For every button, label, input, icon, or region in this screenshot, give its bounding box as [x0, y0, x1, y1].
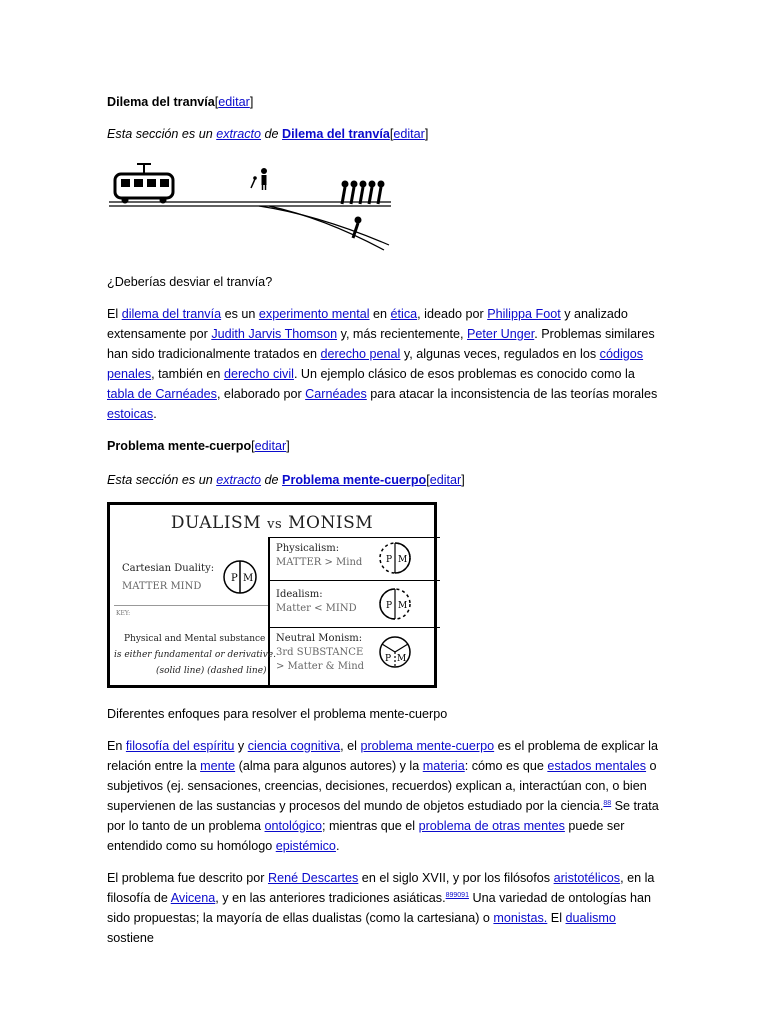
bracket-close: ] — [424, 127, 429, 141]
paragraph-text: y analizado extensamente por — [107, 307, 628, 341]
section-heading-mind-body — [107, 436, 662, 456]
bracket-open: [ — [251, 439, 255, 453]
excerpt-target-link[interactable]: Dilema del tranvía — [282, 127, 390, 141]
cartesian-pm-icon — [222, 559, 258, 595]
excerpt-mid: de — [261, 127, 283, 141]
key-line-1: Physical and Mental substance — [124, 634, 266, 644]
inline-link[interactable]: estoicas — [107, 407, 154, 421]
paragraph-text: : cómo es que — [464, 759, 548, 773]
inline-link[interactable]: derecho penal — [320, 347, 401, 361]
monism-title: MONISM — [288, 513, 374, 533]
paragraph-trolley — [107, 304, 662, 424]
svg-text:P: P — [385, 654, 392, 664]
key-line-2: is either fundamental or derivative. — [114, 650, 276, 660]
paragraph-text: (alma para algunos autores) y la — [235, 759, 423, 773]
cartesian-sub: MATTER MIND — [122, 581, 202, 592]
svg-text:M: M — [397, 654, 407, 664]
bracket-close: ] — [249, 95, 254, 109]
physicalism-pm-icon — [378, 541, 412, 575]
bracket-open: [ — [214, 95, 219, 109]
paragraph-text: en — [369, 307, 391, 321]
inline-link[interactable]: códigos penales — [107, 347, 644, 381]
paragraph-text: . Un ejemplo clásico de esos problemas es conocido como la — [293, 367, 635, 381]
figure-caption: Diferentes enfoques para resolver el problema mente-cuerpo — [107, 707, 448, 721]
edit-link[interactable]: editar — [218, 95, 250, 109]
paragraph-text: , y en las anteriores tradiciones asiáticas. — [215, 891, 446, 905]
svg-text:M: M — [398, 601, 408, 611]
inline-link[interactable]: epistémico — [275, 839, 336, 853]
edit-link[interactable]: editar — [429, 473, 462, 487]
inline-link[interactable]: problema mente-cuerpo — [360, 739, 495, 753]
paragraph-text: es el problema de explicar la relación entre la — [107, 739, 658, 773]
excerpt-target-link[interactable]: Problema mente-cuerpo — [282, 473, 427, 487]
svg-text:P: P — [231, 573, 238, 584]
inline-link[interactable]: mente — [200, 759, 236, 773]
inline-link[interactable]: filosofía del espíritu — [125, 739, 235, 753]
physicalism-sub: MATTER > Mind — [276, 557, 363, 568]
paragraph-text: puede ser entendido como su homólogo — [107, 819, 625, 853]
paragraph-text: o subjetivos (ej. sensaciones, creencias, decisiones, recuerdos) explican a, interactúan con, o bien supervienen de las sustancias y procesos del mundo de objetos estudiado por la ciencia. — [107, 759, 657, 813]
svg-text:P: P — [386, 601, 393, 611]
bracket-close: ] — [286, 439, 290, 453]
bracket-open: [ — [389, 127, 394, 141]
paragraph-text: En — [107, 739, 126, 753]
inline-link[interactable]: René Descartes — [268, 871, 359, 885]
inline-link[interactable]: materia — [422, 759, 465, 773]
cartesian-label: Cartesian Duality: — [122, 563, 215, 574]
key-label: KEY: — [116, 610, 131, 617]
idealism-pm-icon — [378, 587, 412, 621]
edit-link[interactable]: editar — [254, 439, 287, 453]
dualism-monism-diagram — [107, 502, 437, 688]
single-person-icon — [353, 217, 361, 238]
inline-link[interactable]: problema de otras mentes — [418, 819, 565, 833]
inline-link[interactable]: Carnéades — [305, 387, 367, 401]
inline-link[interactable]: ontológico — [264, 819, 322, 833]
paragraph-text: y, algunas veces, regulados en los — [400, 347, 600, 361]
citation-link[interactable]: 88 — [603, 799, 612, 807]
citation-link[interactable]: 899091 — [445, 891, 469, 899]
excerpt-link[interactable]: extracto — [216, 127, 262, 141]
paragraph-text: . — [335, 839, 340, 853]
neutral-monism-sub-1: 3rd SUBSTANCE — [276, 647, 364, 658]
inline-link[interactable]: estados mentales — [547, 759, 647, 773]
paragraph-mind-body — [107, 736, 662, 856]
paragraph-text: ; mientras que el — [321, 819, 419, 833]
vs-label: vs — [267, 517, 283, 532]
paragraph-text: , elaborado por — [216, 387, 306, 401]
section-heading-trolley — [107, 92, 662, 112]
idealism-label: Idealism: — [276, 589, 323, 600]
edit-link[interactable]: editar — [393, 127, 425, 141]
paragraph-text: y, más recientemente, — [337, 327, 468, 341]
inline-link[interactable]: Philippa Foot — [487, 307, 561, 321]
paragraph-text: y — [234, 739, 248, 753]
figure-caption: ¿Deberías desviar el tranvía? — [107, 275, 273, 289]
excerpt-note — [107, 124, 662, 144]
paragraph-history — [107, 868, 662, 948]
paragraph-text: sostiene — [107, 931, 154, 945]
paragraph-text: , el — [340, 739, 361, 753]
excerpt-note — [107, 470, 662, 490]
inline-link[interactable]: monistas. — [493, 911, 548, 925]
neutral-monism-sub-2: > Matter & Mind — [276, 661, 365, 672]
diagram-title — [110, 513, 434, 533]
bracket-open: [ — [426, 473, 430, 487]
svg-text:M: M — [398, 555, 408, 565]
excerpt-prefix: Esta sección es un — [107, 127, 217, 141]
excerpt-link[interactable]: extracto — [216, 473, 262, 487]
paragraph-text: . Problemas similares han sido tradicionalmente tratados en — [107, 327, 655, 361]
inline-link[interactable]: tabla de Carnéades — [107, 387, 217, 401]
neutral-monism-pm-icon — [378, 635, 412, 669]
paragraph-text: , ideado por — [417, 307, 488, 321]
paragraph-text: El — [107, 307, 122, 321]
inline-link[interactable]: ciencia cognitiva — [247, 739, 341, 753]
inline-link[interactable]: Judith Jarvis Thomson — [211, 327, 338, 341]
key-line-3: (solid line) (dashed line) — [156, 666, 267, 676]
svg-text:M: M — [243, 573, 254, 584]
paragraph-text: El problema fue descrito por — [107, 871, 269, 885]
paragraph-text: Una variedad de ontologías han sido propuestas; la mayoría de ellas dualistas (como la cartesiana) o — [107, 891, 652, 925]
paragraph-text: en el siglo XVII, y por los filósofos — [358, 871, 554, 885]
inline-link[interactable]: dualismo — [565, 911, 616, 925]
inline-link[interactable]: experimento mental — [258, 307, 370, 321]
svg-text:P: P — [386, 555, 393, 565]
paragraph-text: Se trata por lo tanto de un problema — [107, 799, 659, 833]
paragraph-text: , también en — [151, 367, 224, 381]
heading-text: Dilema del tranvía — [107, 95, 215, 109]
paragraph-text: es un — [221, 307, 259, 321]
trolley-illustration — [109, 160, 391, 252]
paragraph-text: para atacar la inconsistencia de las teorías morales — [366, 387, 658, 401]
physicalism-label: Physicalism: — [276, 543, 340, 554]
person-icon — [261, 168, 267, 174]
five-people-icon — [342, 181, 384, 204]
idealism-sub: Matter < MIND — [276, 603, 357, 614]
inline-link[interactable]: derecho civil — [223, 367, 294, 381]
inline-link[interactable]: aristotélicos — [553, 871, 621, 885]
excerpt-mid: de — [261, 473, 283, 487]
paragraph-text: El — [547, 911, 566, 925]
neutral-monism-label: Neutral Monism: — [276, 633, 363, 644]
inline-link[interactable]: Peter Unger — [467, 327, 535, 341]
inline-link[interactable]: Avicena — [170, 891, 216, 905]
bracket-close: ] — [461, 473, 465, 487]
excerpt-prefix: Esta sección es un — [107, 473, 217, 487]
inline-link[interactable]: ética — [390, 307, 418, 321]
paragraph-text: , en la filosofía de — [107, 871, 655, 905]
inline-link[interactable]: dilema del tranvía — [121, 307, 222, 321]
paragraph-text: . — [153, 407, 157, 421]
heading-text: Problema mente-cuerpo — [107, 439, 252, 453]
dualism-title: DUALISM — [170, 513, 262, 533]
